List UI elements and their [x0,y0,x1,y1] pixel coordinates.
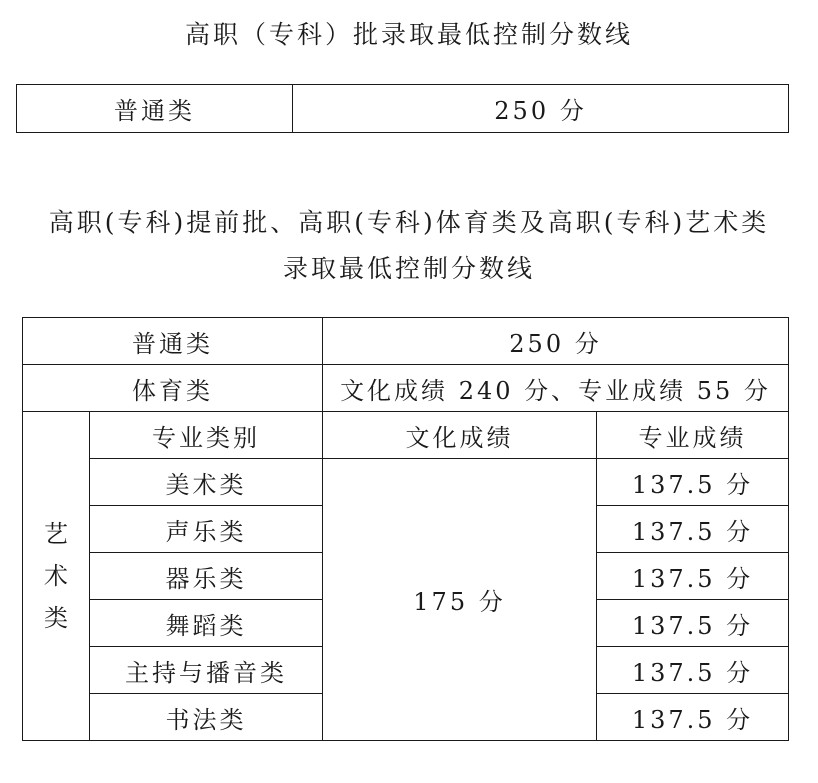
major-header: 专业类别 [90,412,323,459]
professional-score-cell: 137.5 分 [597,459,789,506]
general-category-cell: 普通类 [23,318,323,365]
category-cell: 普通类 [17,85,293,133]
major-cell: 主持与播音类 [90,647,323,694]
score-cell: 250 分 [293,85,789,133]
regular-score-table [16,84,789,133]
table-row [23,459,789,506]
table-row [23,365,789,412]
professional-score-cell: 137.5 分 [597,647,789,694]
major-cell: 器乐类 [90,553,323,600]
sports-category-cell: 体育类 [23,365,323,412]
professional-score-cell: 137.5 分 [597,694,789,741]
section2-title-line1: 高职(专科)提前批、高职(专科)体育类及高职(专科)艺术类 [48,208,770,237]
section1-title: 高职（专科）批录取最低控制分数线 [184,20,633,49]
early-batch-score-table [22,317,789,741]
general-score-cell: 250 分 [323,318,789,365]
professional-score-cell: 137.5 分 [597,600,789,647]
arts-group-char: 艺 [44,520,68,548]
major-cell: 美术类 [90,459,323,506]
major-cell: 书法类 [90,694,323,741]
culture-header: 文化成绩 [323,412,597,459]
table-row [17,85,789,133]
arts-group-char: 术 [44,562,68,590]
major-cell: 声乐类 [90,506,323,553]
arts-group-char: 类 [44,604,68,632]
arts-group-label [23,412,90,741]
table-row [23,318,789,365]
table-row [23,412,789,459]
major-cell: 舞蹈类 [90,600,323,647]
professional-header: 专业成绩 [597,412,789,459]
sports-score-cell: 文化成绩 240 分、专业成绩 55 分 [323,365,789,412]
culture-score-cell: 175 分 [323,459,597,741]
professional-score-cell: 137.5 分 [597,506,789,553]
professional-score-cell: 137.5 分 [597,553,789,600]
section2-title-line2: 录取最低控制分数线 [282,254,535,283]
